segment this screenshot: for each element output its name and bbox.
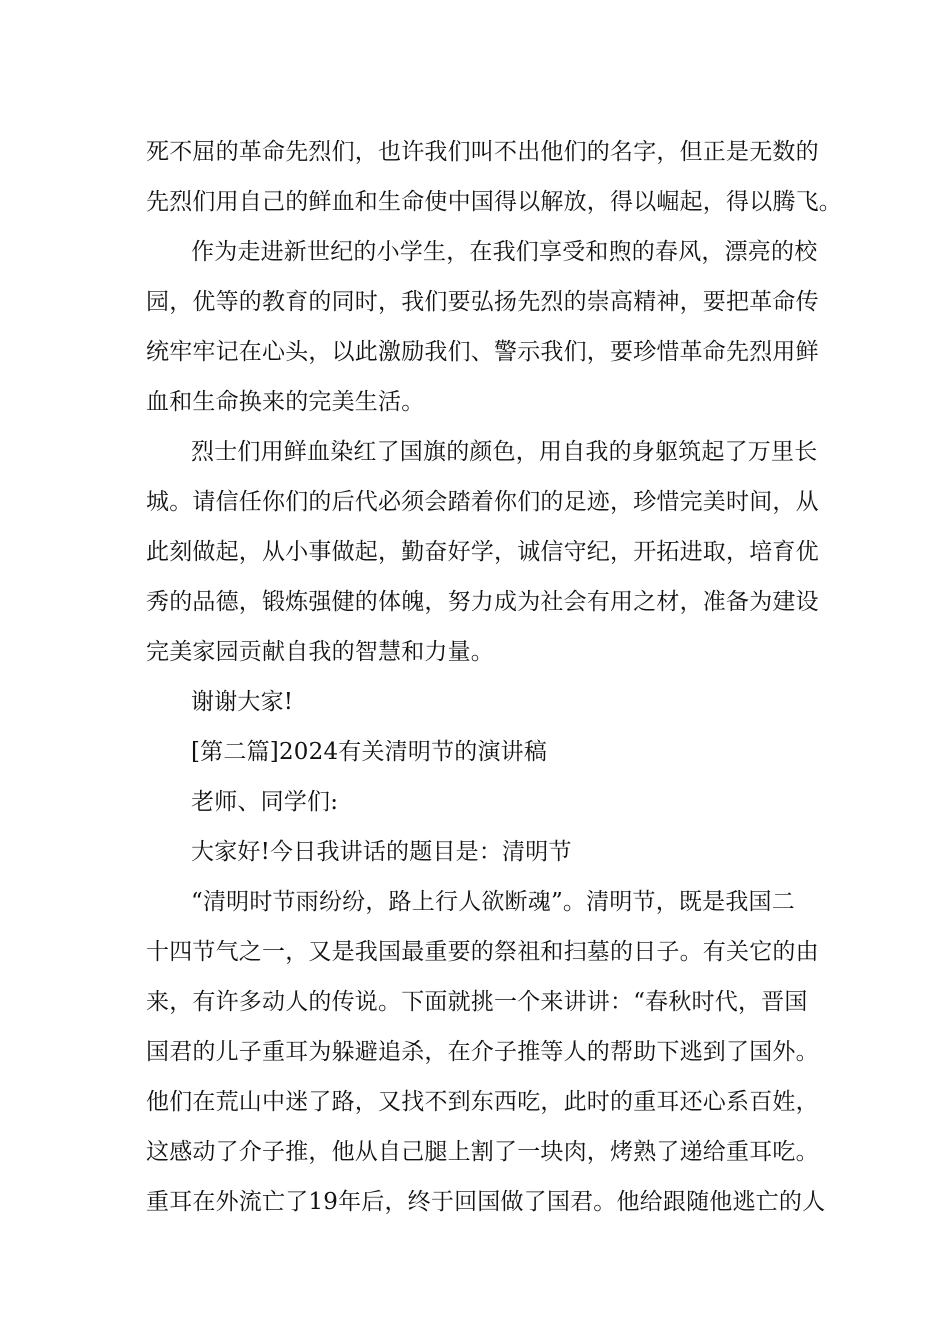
text-line: 国君的儿子重耳为躲避追杀，在介子推等人的帮助下逃到了国外。 <box>146 1039 819 1065</box>
text-line: 十四节气之一，又是我国最重要的祭祖和扫墓的日子。有关它的由 <box>146 939 819 965</box>
greeting-line: 大家好!今日我讲话的题目是：清明节 <box>191 839 572 865</box>
text-line: 他们在荒山中迷了路，又找不到东西吃，此时的重耳还心系百姓， <box>146 1089 819 1115</box>
document-body <box>146 132 842 1232</box>
paragraph-start-line: 烈士们用鲜血染红了国旗的颜色，用自我的身躯筑起了万里长 <box>191 439 818 465</box>
section-heading: [第二篇]2024有关清明节的演讲稿 <box>191 739 548 765</box>
text-line: 此刻做起，从小事做起，勤奋好学，诚信守纪，开拓进取，培育优 <box>146 539 819 565</box>
text-line: 死不屈的革命先烈们，也许我们叫不出他们的名字，但正是无数的 <box>146 139 819 165</box>
salutation: 老师、同学们: <box>191 789 339 815</box>
text-line: 血和生命换来的完美生活。 <box>146 389 425 415</box>
text-line: 来，有许多动人的传说。下面就挑一个来讲讲：“春秋时代，晋国 <box>146 989 808 1015</box>
text-line: 园，优等的教育的同时，我们要弘扬先烈的崇高精神，要把革命传 <box>146 289 819 315</box>
text-line: 秀的品德，锻炼强健的体魄，努力成为社会有用之材，准备为建设 <box>146 589 819 615</box>
text-line: 重耳在外流亡了19年后，终于回国做了国君。他给跟随他逃亡的人 <box>146 1189 826 1215</box>
paragraph-start-line: “清明时节雨纷纷，路上行人欲断魂”。清明节，既是我国二 <box>191 889 795 915</box>
text-line: 完美家园贡献自我的智慧和力量。 <box>146 639 494 665</box>
text-line: 先烈们用自己的鲜血和生命使中国得以解放，得以崛起，得以腾飞。 <box>146 189 842 215</box>
closing-thanks: 谢谢大家! <box>191 689 294 715</box>
text-line: 城。请信任你们的后代必须会踏着你们的足迹，珍惜完美时间，从 <box>146 489 819 515</box>
text-line: 统牢牢记在心头，以此激励我们、警示我们，要珍惜革命先烈用鲜 <box>146 339 819 365</box>
text-line: 这感动了介子推，他从自己腿上割了一块肉，烤熟了递给重耳吃。 <box>146 1139 819 1165</box>
paragraph-start-line: 作为走进新世纪的小学生，在我们享受和煦的春风，漂亮的校 <box>191 239 818 265</box>
